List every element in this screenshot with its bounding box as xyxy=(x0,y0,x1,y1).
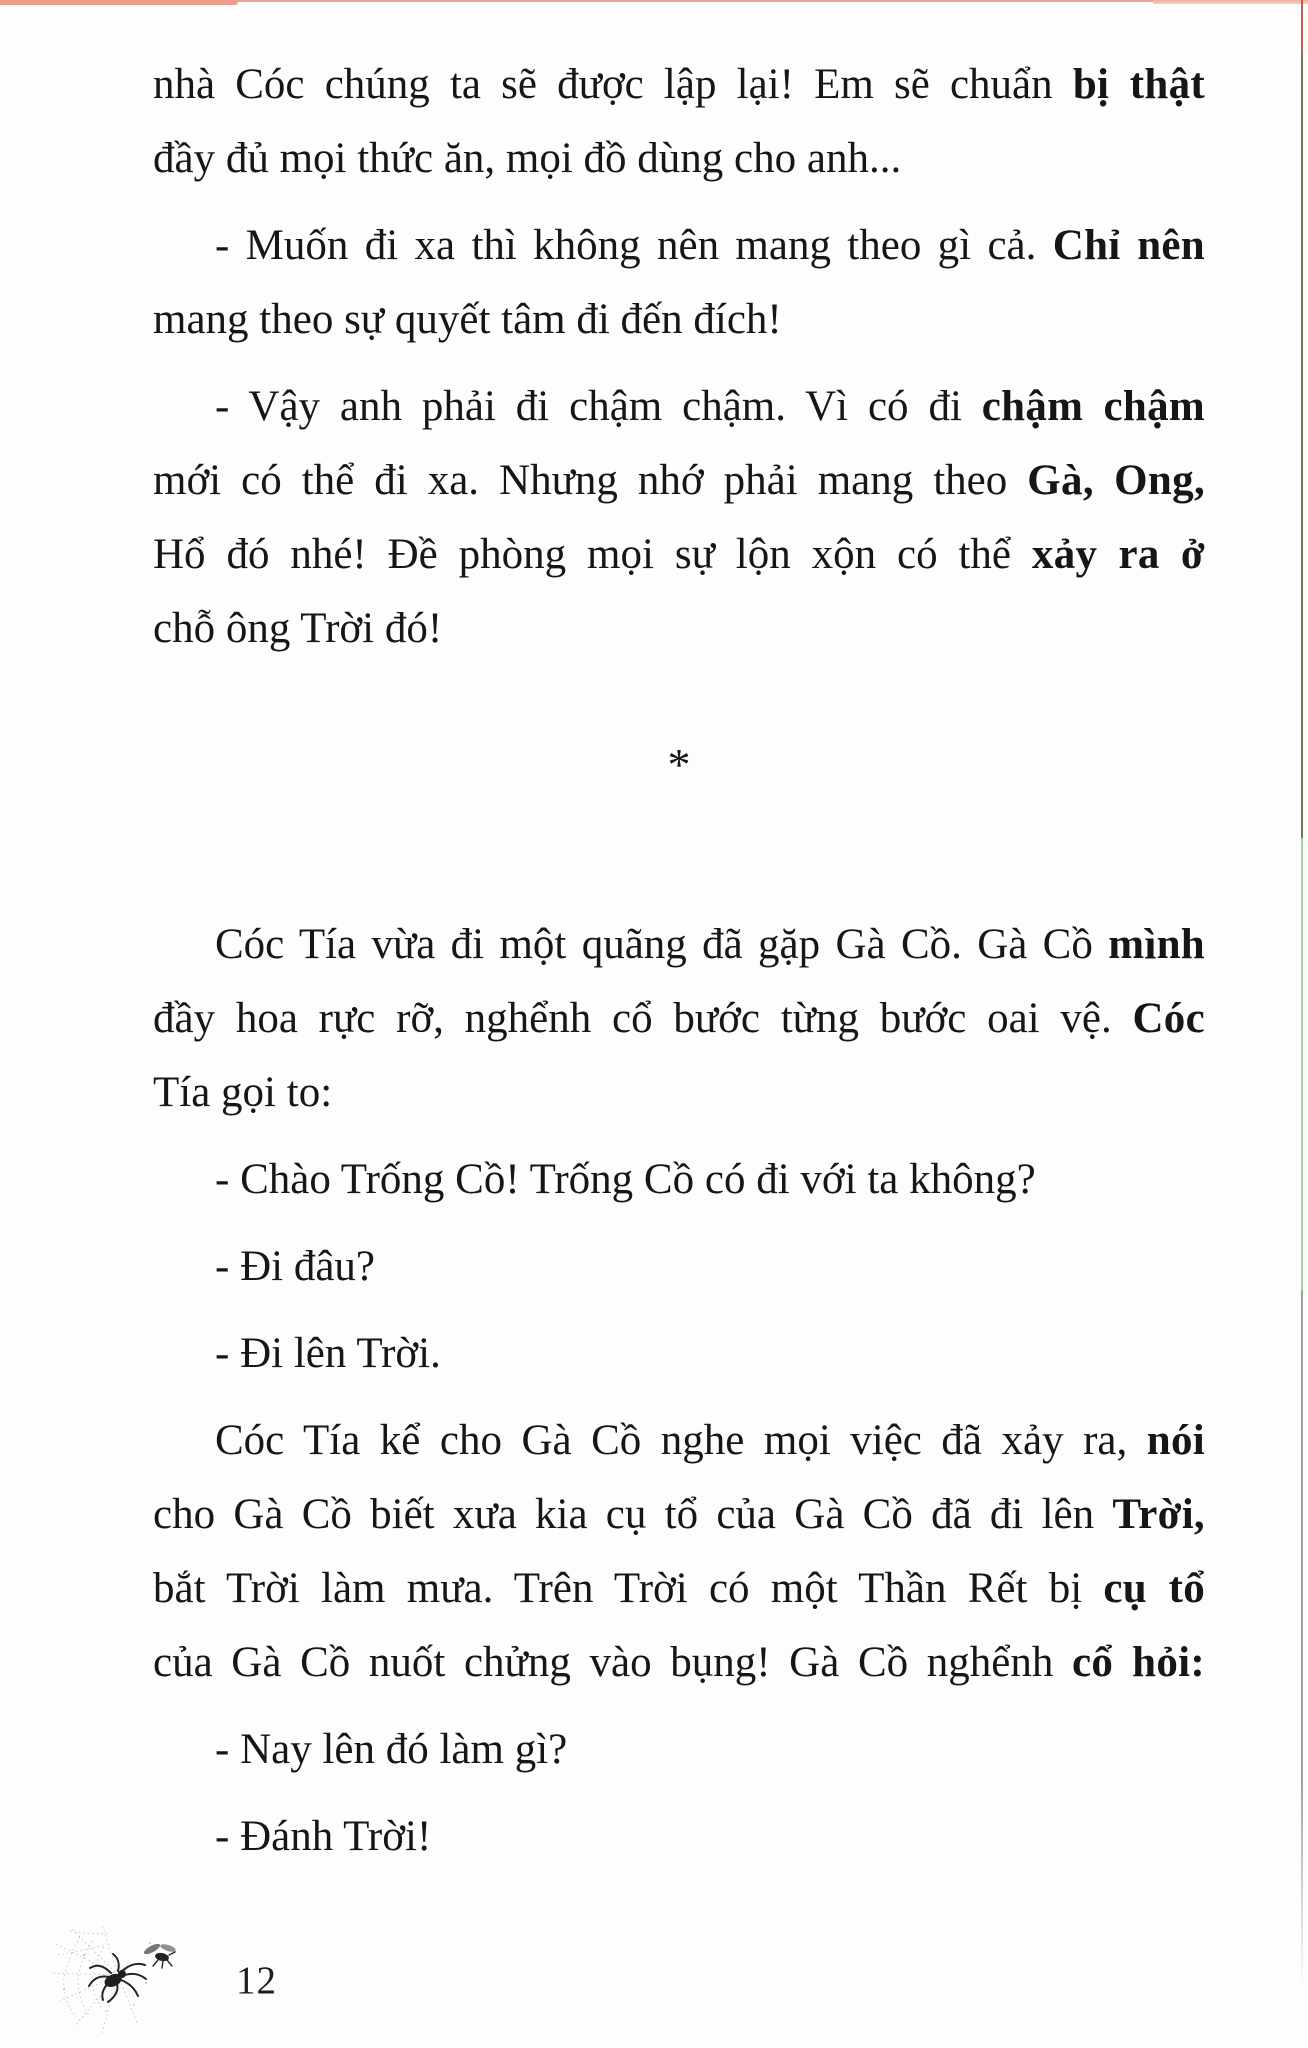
paragraph xyxy=(153,370,1205,666)
bold-text-run: Gà, Ong, xyxy=(1027,457,1205,504)
fly-figure xyxy=(143,1942,177,1968)
text-line xyxy=(153,1800,1205,1874)
text-line xyxy=(153,283,1205,357)
text-run: chỗ ông Trời đó! xyxy=(153,605,443,652)
spider-figure xyxy=(89,1954,146,2002)
text-line xyxy=(153,908,1205,982)
text-run: Cóc Tía vừa đi một quãng đã gặp Gà Cồ. Gà Cồ xyxy=(215,921,1109,968)
text-run: - Đánh Trời! xyxy=(215,1813,432,1860)
paragraph xyxy=(153,209,1205,357)
text-run: mang theo sự quyết tâm đi đến đích! xyxy=(153,296,782,343)
text-line xyxy=(153,1143,1205,1217)
paragraph xyxy=(153,1404,1205,1700)
text-run: của Gà Cồ nuốt chửng vào bụng! Gà Cồ nghểnh xyxy=(153,1639,1072,1686)
text-run: đầy hoa rực rỡ, nghểnh cổ bước từng bước oai vệ. xyxy=(153,995,1133,1042)
paragraph xyxy=(153,48,1205,196)
text-run: - Chào Trống Cồ! Trống Cồ có đi với ta không? xyxy=(215,1156,1036,1203)
text-line xyxy=(153,1404,1205,1478)
paragraph xyxy=(153,1713,1205,1787)
bold-text-run: nói xyxy=(1146,1417,1205,1464)
bold-text-run: Chỉ nên xyxy=(1052,222,1206,269)
paragraph xyxy=(153,1800,1205,1874)
page-footer xyxy=(50,1925,277,2035)
text-line xyxy=(153,48,1205,122)
paragraph xyxy=(153,1317,1205,1391)
bold-text-run: cụ tổ xyxy=(1103,1565,1205,1612)
text-run: - Vậy anh phải đi chậm chậm. Vì có đi xyxy=(215,383,982,430)
bold-text-run: Cóc xyxy=(1132,995,1205,1042)
text-line xyxy=(153,518,1205,592)
text-line xyxy=(153,370,1205,444)
paragraph xyxy=(153,908,1205,1130)
bold-text-run: cổ hỏi: xyxy=(1072,1639,1206,1686)
text-line xyxy=(153,1056,1205,1130)
text-line xyxy=(153,1626,1205,1700)
text-block xyxy=(153,48,1205,1887)
page-edge-right-olive xyxy=(1301,52,1303,838)
text-run: Tía gọi to: xyxy=(153,1069,333,1116)
page-edge-right-gray xyxy=(1301,1290,1303,1990)
text-run: cho Gà Cồ biết xưa kia cụ tổ của Gà Cồ đã đi lên xyxy=(153,1491,1113,1538)
text-run: Hổ đó nhé! Đề phòng mọi sự lộn xộn có thể xyxy=(153,531,1032,578)
text-run: - Nay lên đó làm gì? xyxy=(215,1726,568,1773)
bold-text-run: chậm chậm xyxy=(981,383,1205,430)
bold-text-run: mình xyxy=(1108,921,1205,968)
text-line xyxy=(153,209,1205,283)
paragraph xyxy=(153,1230,1205,1304)
text-line xyxy=(153,444,1205,518)
text-run: - Đi lên Trời. xyxy=(215,1330,441,1377)
bold-text-run: bị thật xyxy=(1072,61,1206,108)
page-edge-top-right-strip xyxy=(1153,0,1308,4)
page-number: 12 xyxy=(236,1958,277,2002)
text-line xyxy=(153,982,1205,1056)
text-run: Cóc Tía kể cho Gà Cồ nghe mọi việc đã xảy ra, xyxy=(215,1417,1147,1464)
bold-text-run: Trời, xyxy=(1112,1491,1205,1538)
text-line xyxy=(153,122,1205,196)
page-edge-right-green xyxy=(1301,838,1303,1290)
text-line xyxy=(153,592,1205,666)
text-line xyxy=(153,1552,1205,1626)
text-run: đầy đủ mọi thức ăn, mọi đồ dùng cho anh... xyxy=(153,135,902,182)
section-separator: * xyxy=(667,739,691,790)
text-run: bắt Trời làm mưa. Trên Trời có một Thần Rết bị xyxy=(153,1565,1104,1612)
page-edge-right-red xyxy=(1301,0,1303,52)
text-run: nhà Cóc chúng ta sẽ được lập lại! Em sẽ chuẩn xyxy=(153,61,1073,108)
page-edge-top-line xyxy=(0,0,1308,2)
paragraph xyxy=(153,1143,1205,1217)
text-line xyxy=(153,1230,1205,1304)
text-line xyxy=(153,1317,1205,1391)
text-line xyxy=(153,1478,1205,1552)
text-run: - Đi đâu? xyxy=(215,1243,375,1290)
text-run: mới có thể đi xa. Nhưng nhớ phải mang theo xyxy=(153,457,1028,504)
text-run: - Muốn đi xa thì không nên mang theo gì cả. xyxy=(215,222,1053,269)
bold-text-run: xảy ra ở xyxy=(1031,531,1205,578)
text-line xyxy=(153,1713,1205,1787)
spider-web-illustration xyxy=(50,1925,200,2035)
page-edge-top-left-strip xyxy=(0,0,238,5)
